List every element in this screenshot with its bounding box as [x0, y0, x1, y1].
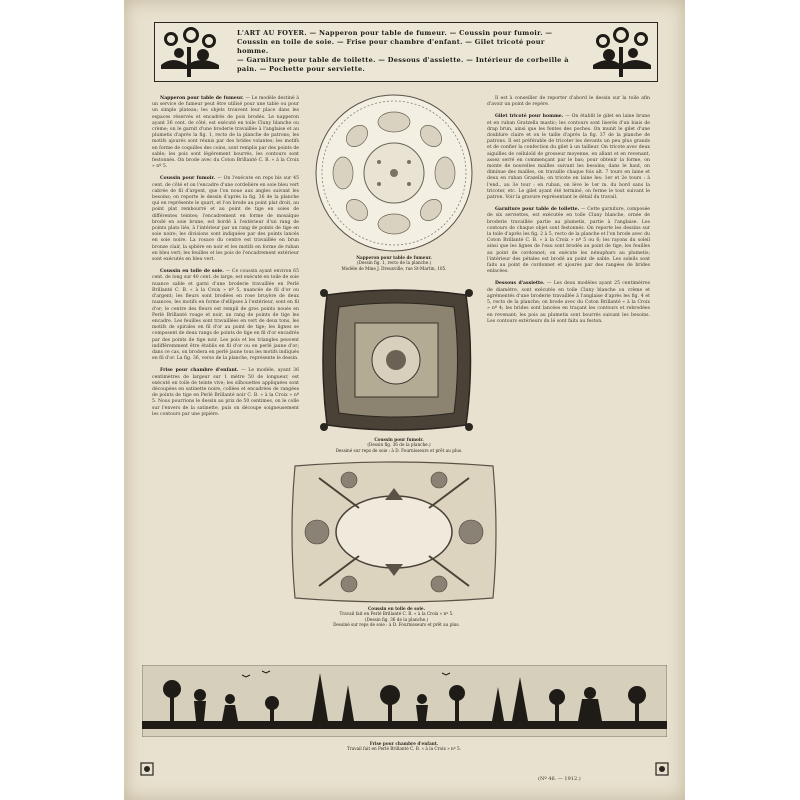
article-heading: Garniture pour table de toilette.	[495, 207, 580, 213]
caption-line: (Dessin fig. 36 de la planche.)	[364, 616, 429, 622]
header-line: Coussin en toile de soie. — Frise pour chambre d'enfant. — Gilet tricoté pour homme.	[237, 38, 545, 55]
article-body: Il est à conseiller de reporter d'abord le dessin sur la toile afin d'avoir un point de repère.	[487, 96, 650, 108]
article-paragraph	[487, 207, 650, 275]
caption-title: Napperon pour table de fumeur.	[356, 255, 432, 260]
square-cushion-illustration	[319, 285, 474, 435]
article-paragraph	[152, 176, 299, 263]
caption-line: (Dessin fig. 36 de la planche.)	[367, 442, 431, 448]
caption-line: (Dessin fig. 1, recto de la planche.)	[356, 260, 432, 266]
doily-illustration	[309, 92, 479, 254]
article-heading: Gilet tricoté pour homme.	[495, 114, 564, 120]
article-body: — On établit le gilet en laine brune et en ruban Gratzella mastic; les contours sont liserés d'un biais de drap brun, ainsi que les fentes des poches. On munit le gilet d'une doublure claire et on le taille d'après la fig. 37 de la planche de patrons. Il est préférable de tricoter les devants un peu plus grands et de confier la confection du gilet à un tailleur. On tricote avec deux aiguilles de celluloïd de grosseur moyenne, en allant et en revenant, assez serré en commençant par le bas; pour obtenir la forme, on monte de nouvelles mailles suivant les besoins; dans le haut, on diminue des mailles, on travaille chaque fois alt. 7 tours en laine et deux en ruban Grazella; on tricote en laine les: 1er et 2e tours : à l'end., au 3e tour : en ruban, on lève le 1er m. du bord sans la tricoter, etc. Le gilet ayant été terminé, on ferme le tout suivant le patron. Voir la gravure représentant le détail du travail.	[487, 114, 650, 201]
article-body: — Les deux modèles ayant 25 centimètres de diamètre, sont exécutés en toile Cluny blanche ou crème et agrémentés d'une broderie travaillée à l'anglaise d'après les fig. 4 et 5, recto de la planche; on brode avec du Coton Brillanté « à la Croix » nº 4; les brides sont lancées en traçant les contours et rebrodées en revenant; les pois au plumetis sont bourrés suivant les besoins. Les contours extérieurs du lé sont faits au feston.	[487, 281, 650, 324]
article-body: — Le modèle destiné à un service de fumeur peut être utilisé pour une table ou pour un simple plateau; les objets trouvent leur place dans les espaces réservés et encadrés de pois brodés. Le napperon ayant 36 cent. de côté, est exécuté en toile Cluny blanche ou crème; on le garnit d'une broderie travaillée à l'anglaise et au plumetis d'après la fig. 1, recto de la planche de patrons; les motifs ajourés sont réunis par des brides volantes; les motifs en forme de coquilles des coins, sont remplis par des points de sable; les pois sont légèrement bourrés, les contours sont festonnés. On brode avec du Coton Brillanté C. B. « à la Croix » nº 5.	[152, 96, 300, 170]
article-paragraph	[152, 368, 299, 418]
corner-ornament-icon	[655, 762, 669, 776]
doily-caption	[324, 255, 464, 271]
article-body: — Cette garniture, composée de six serviettes, est exécutée en toile Cluny blanche, ornée de broderie travaillée partie au plumetis, partie à l'anglaise. Les contours de chaque objet sont festonnés. On reporte les dessins sur la toile d'après les fig. 2 à 5, recto de la planche et l'on brode avec du Coton Brillanté C. B. « à la Croix » nº 5 ou 6; les rayons du soleil ainsi que les lignes de l'eau sont brodés au point de tige, les feuilles au point de cordonnet; on exécute les nénuphars au plumetis; l'intérieur des pétales est brodé au point de sable. Les soleils sont faits au point de cordonnet et ajourés par des rangées de brides enlacées.	[487, 207, 651, 275]
article-paragraph	[152, 96, 299, 170]
magazine-page	[124, 0, 685, 800]
article-paragraph	[487, 96, 650, 108]
article-paragraph	[487, 114, 650, 201]
caption-title: Coussin en toile de soie.	[367, 606, 426, 611]
caption-line: Modèle de Mme J. Dreuxville, rue St-Martin, 105.	[341, 265, 447, 271]
page-folio: (Nº 46. — 1912.)	[538, 776, 581, 782]
left-text-column	[152, 96, 299, 424]
fruit-tree-ornament-left	[157, 25, 223, 79]
article-body: — On l'exécute en reps bis sur 45 cent. de côté et on l'encadre d'une cordelière en soie bleu vert cabrée de fil d'argent, que l'on noue aux angles suivant les besoins; on reporte le dessin d'après la fig. 36 de la planche qui en représente le quart, et l'on brode au point plat droit, au point plat rembourré et au point de tige en soies de différentes teintes; l'encadrement en forme de mosaïque brodé en soie brune, est bordé à l'extérieur d'un rang de points plats liés, à l'intérieur par un rang de points de tige en soie noire; les divisions sont indiquées par des points lancés en soie noire. La rosace du centre est travaillée en brun bronze clair, la sphère en noir et les motifs en forme de ruban en bleu vert; les feuilles et les pois de l'encadrement extérieur sont exécutés en bleu vert.	[152, 176, 299, 263]
article-body: — Ce coussin ayant environ 65 cent. de long sur 40 cent. de large, est exécuté en toile de soie nuance sable et garni d'une broderie travaillée en Perlé Brillanté C. B. « à la Croix » nº 5, nuancée de fil d'or ou d'argent; les fleurs sont brodées en rose bruyère de deux nuances, les motifs en forme d'ellipses à l'extérieur, sont en fil d'or; le centre des fleurs est rempli de gros points noués en Perlé Brillanté rouge et noir, un rang de points de tige les encadre. Les feuilles sont travaillées en vert de deux tons, les motifs de spirales en fil d'or au point de tige; les lignes se composent de deux rangs de points de tige en fil d'or encadrés par des points de tige noir. Les pois et les triangles peuvent indifféremment être établis en fil d'or ou en perlé jaune d'or; dans ce cas, on brodera en perlé jaune tous les motifs indiqués en fil d'or. La fig. 36, verso de la planche, représente le dessin.	[152, 269, 299, 362]
caption-line: Dessiné sur reps de soie : à D. Fournisseurs et prêt au plus.	[333, 622, 460, 628]
article-paragraph	[487, 281, 650, 324]
caption-line: Travail fait en Perlé Brillanté C. B. « à la Croix » nº 5.	[339, 611, 454, 617]
header-line: pain. — Pochette pour serviette.	[237, 65, 366, 73]
article-heading: Coussin en toile de soie.	[160, 269, 224, 275]
silk-cushion-caption	[309, 606, 484, 628]
header-line: L'ART AU FOYER. — Napperon pour table de fumeur. — Coussin pour fumoir. —	[237, 29, 553, 37]
header-line: — Garniture pour table de toilette. — Dessous d'assiette. — Intérieur de corbeille à	[237, 56, 569, 64]
silk-cushion-illustration	[289, 458, 499, 606]
right-text-column	[487, 96, 650, 331]
frieze-caption	[304, 741, 504, 752]
caption-title: Coussin pour fumoir.	[374, 437, 424, 442]
nursery-frieze-illustration	[142, 665, 667, 737]
header-title-text	[237, 29, 575, 74]
article-body: — Le modèle, ayant 36 centimètres de largeur sur 1 mètre 50 de longueur, est exécuté en toile de teinte vive; les silhouettes appliquées sont découpées en satinette noire, collées et encadrées de rangées de points de tige en Perlé Brillanté noir C. B. « à la Croix » nº 5. Nous pourrions le dessin au prix de 50 centimes, on le colle sur l'envers de la satinette, puis on découpe soigneusement les contours par une pipière.	[152, 368, 299, 417]
fruit-tree-ornament-right	[589, 25, 655, 79]
article-heading: Coussin pour fumoir.	[160, 176, 216, 182]
article-heading: Napperon pour table de fumeur.	[160, 96, 244, 101]
article-heading: Dessous d'assiette.	[495, 281, 545, 287]
header-banner	[154, 22, 658, 82]
corner-ornament-icon	[140, 762, 154, 776]
square-cushion-caption	[319, 437, 479, 453]
caption-line: Dessiné sur reps de soie : à D. Fournisseurs et prêt au plus.	[335, 447, 463, 453]
caption-line: Travail fait en Perlé Brillanté C. B. « à la Croix » nº 5.	[346, 746, 462, 752]
article-paragraph	[152, 269, 299, 362]
article-heading: Frise pour chambre d'enfant.	[160, 368, 239, 374]
caption-title: Frise pour chambre d'enfant.	[369, 741, 439, 746]
